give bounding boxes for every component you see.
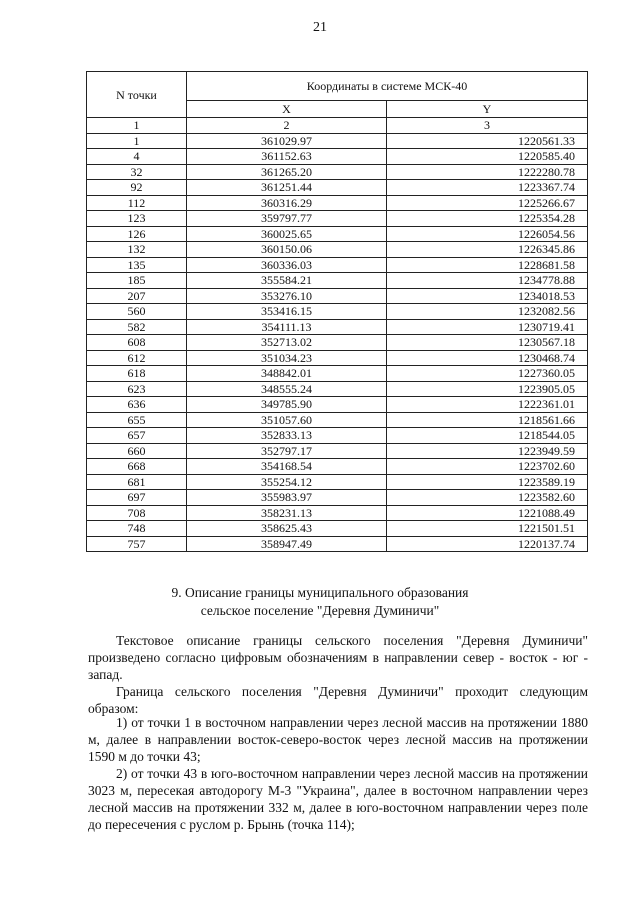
table-row <box>87 257 588 273</box>
point-number-cell: 135 <box>87 257 187 273</box>
y-coordinate-cell: 1222280.78 <box>387 164 588 180</box>
point-number-cell: 668 <box>87 459 187 475</box>
y-coordinate-cell: 1221088.49 <box>387 505 588 521</box>
table-row <box>87 133 588 149</box>
y-coordinate-cell: 1223702.60 <box>387 459 588 475</box>
page-number: 21 <box>313 20 327 35</box>
x-coordinate-cell: 361029.97 <box>187 133 387 149</box>
point-number-cell: 132 <box>87 242 187 258</box>
section-title <box>0 584 640 620</box>
y-coordinate-cell: 1230567.18 <box>387 335 588 351</box>
table-row <box>87 381 588 397</box>
y-coordinate-cell: 1226345.86 <box>387 242 588 258</box>
point-number-cell: 708 <box>87 505 187 521</box>
x-coordinate-cell: 358947.49 <box>187 536 387 552</box>
point-number-cell: 655 <box>87 412 187 428</box>
point-number-cell: 618 <box>87 366 187 382</box>
index-cell: 1 <box>87 118 187 134</box>
y-coordinate-cell: 1220561.33 <box>387 133 588 149</box>
point-number-cell: 660 <box>87 443 187 459</box>
y-coordinate-cell: 1223582.60 <box>387 490 588 506</box>
table-row <box>87 211 588 227</box>
point-number-cell: 4 <box>87 149 187 165</box>
y-coordinate-cell: 1226054.56 <box>387 226 588 242</box>
y-coordinate-cell: 1218561.66 <box>387 412 588 428</box>
x-coordinate-cell: 355983.97 <box>187 490 387 506</box>
point-number-cell: 123 <box>87 211 187 227</box>
table-row <box>87 288 588 304</box>
point-number-cell: 126 <box>87 226 187 242</box>
point-number-cell: 207 <box>87 288 187 304</box>
table-row <box>87 164 588 180</box>
x-coordinate-cell: 361265.20 <box>187 164 387 180</box>
y-coordinate-cell: 1234778.88 <box>387 273 588 289</box>
x-coordinate-cell: 349785.90 <box>187 397 387 413</box>
column-index-row <box>87 118 588 134</box>
point-number-cell: 623 <box>87 381 187 397</box>
table-row <box>87 474 588 490</box>
header-x: X <box>187 101 387 118</box>
coordinates-body <box>87 133 588 552</box>
x-coordinate-cell: 351034.23 <box>187 350 387 366</box>
table-row <box>87 505 588 521</box>
index-cell: 3 <box>387 118 588 134</box>
table-row <box>87 180 588 196</box>
table-row <box>87 366 588 382</box>
point-number-cell: 92 <box>87 180 187 196</box>
y-coordinate-cell: 1232082.56 <box>387 304 588 320</box>
y-coordinate-cell: 1223367.74 <box>387 180 588 196</box>
x-coordinate-cell: 353276.10 <box>187 288 387 304</box>
table-row <box>87 226 588 242</box>
section-title-line1: 9. Описание границы муниципального образования <box>171 585 469 600</box>
y-coordinate-cell: 1228681.58 <box>387 257 588 273</box>
table-row <box>87 335 588 351</box>
table-row <box>87 304 588 320</box>
paragraph-boundary-intro: Граница сельского поселения "Деревня Думиничи" проходит следующим образом: <box>88 684 588 716</box>
y-coordinate-cell: 1223949.59 <box>387 443 588 459</box>
point-number-cell: 1 <box>87 133 187 149</box>
y-coordinate-cell: 1220137.74 <box>387 536 588 552</box>
x-coordinate-cell: 354168.54 <box>187 459 387 475</box>
index-cell: 2 <box>187 118 387 134</box>
table-row <box>87 397 588 413</box>
section-title-line2: сельское поселение "Деревня Думиничи" <box>200 603 440 618</box>
x-coordinate-cell: 348555.24 <box>187 381 387 397</box>
table-row <box>87 149 588 165</box>
point-number-cell: 32 <box>87 164 187 180</box>
x-coordinate-cell: 352713.02 <box>187 335 387 351</box>
point-number-cell: 560 <box>87 304 187 320</box>
x-coordinate-cell: 352797.17 <box>187 443 387 459</box>
paragraph-description: Текстовое описание границы сельского поселения "Деревня Думиничи" произведено согласно цифровым обозначениям в направлении север - восток - юг - запад. <box>88 633 588 682</box>
x-coordinate-cell: 359797.77 <box>187 211 387 227</box>
point-number-cell: 681 <box>87 474 187 490</box>
table-row <box>87 242 588 258</box>
point-number-cell: 582 <box>87 319 187 335</box>
table-row <box>87 273 588 289</box>
x-coordinate-cell: 348842.01 <box>187 366 387 382</box>
point-number-cell: 748 <box>87 521 187 537</box>
x-coordinate-cell: 352833.13 <box>187 428 387 444</box>
x-coordinate-cell: 358625.43 <box>187 521 387 537</box>
point-number-cell: 612 <box>87 350 187 366</box>
table-row <box>87 521 588 537</box>
y-coordinate-cell: 1234018.53 <box>387 288 588 304</box>
y-coordinate-cell: 1230468.74 <box>387 350 588 366</box>
y-coordinate-cell: 1222361.01 <box>387 397 588 413</box>
point-number-cell: 657 <box>87 428 187 444</box>
x-coordinate-cell: 355254.12 <box>187 474 387 490</box>
table-row <box>87 350 588 366</box>
y-coordinate-cell: 1221501.51 <box>387 521 588 537</box>
x-coordinate-cell: 351057.60 <box>187 412 387 428</box>
x-coordinate-cell: 361152.63 <box>187 149 387 165</box>
x-coordinate-cell: 354111.13 <box>187 319 387 335</box>
x-coordinate-cell: 355584.21 <box>187 273 387 289</box>
header-point-number: N точки <box>87 72 187 118</box>
x-coordinate-cell: 360025.65 <box>187 226 387 242</box>
paragraph-segment-1: 1) от точки 1 в восточном направлении через лесной массив на протяжении 1880 м, далее в направлении восток-северо-восток через лесной массив на протяжении 1590 м до точки 43; <box>88 715 588 764</box>
y-coordinate-cell: 1223905.05 <box>387 381 588 397</box>
point-number-cell: 636 <box>87 397 187 413</box>
y-coordinate-cell: 1227360.05 <box>387 366 588 382</box>
point-number-cell: 757 <box>87 536 187 552</box>
header-y: Y <box>387 101 588 118</box>
x-coordinate-cell: 361251.44 <box>187 180 387 196</box>
coordinates-table <box>86 71 588 552</box>
table-row <box>87 459 588 475</box>
table-row <box>87 443 588 459</box>
x-coordinate-cell: 353416.15 <box>187 304 387 320</box>
y-coordinate-cell: 1223589.19 <box>387 474 588 490</box>
x-coordinate-cell: 360316.29 <box>187 195 387 211</box>
x-coordinate-cell: 360150.06 <box>187 242 387 258</box>
point-number-cell: 697 <box>87 490 187 506</box>
point-number-cell: 608 <box>87 335 187 351</box>
table-row <box>87 319 588 335</box>
point-number-cell: 112 <box>87 195 187 211</box>
table-row <box>87 536 588 552</box>
y-coordinate-cell: 1225354.28 <box>387 211 588 227</box>
x-coordinate-cell: 360336.03 <box>187 257 387 273</box>
y-coordinate-cell: 1220585.40 <box>387 149 588 165</box>
table-row <box>87 412 588 428</box>
header-coordinates: Координаты в системе МСК-40 <box>187 72 588 101</box>
table-row <box>87 490 588 506</box>
x-coordinate-cell: 358231.13 <box>187 505 387 521</box>
table-row <box>87 195 588 211</box>
table-row <box>87 428 588 444</box>
y-coordinate-cell: 1225266.67 <box>387 195 588 211</box>
paragraph-segment-2: 2) от точки 43 в юго-восточном направлении через лесной массив на протяжении 3023 м, пересекая автодорогу М-3 "Украина", далее в восточном направлении через лесной массив на протяжении 332 м, далее в юго-восточном направлении через поле до пересечения с руслом р. Брынь (точка 114); <box>88 766 588 832</box>
y-coordinate-cell: 1230719.41 <box>387 319 588 335</box>
point-number-cell: 185 <box>87 273 187 289</box>
y-coordinate-cell: 1218544.05 <box>387 428 588 444</box>
